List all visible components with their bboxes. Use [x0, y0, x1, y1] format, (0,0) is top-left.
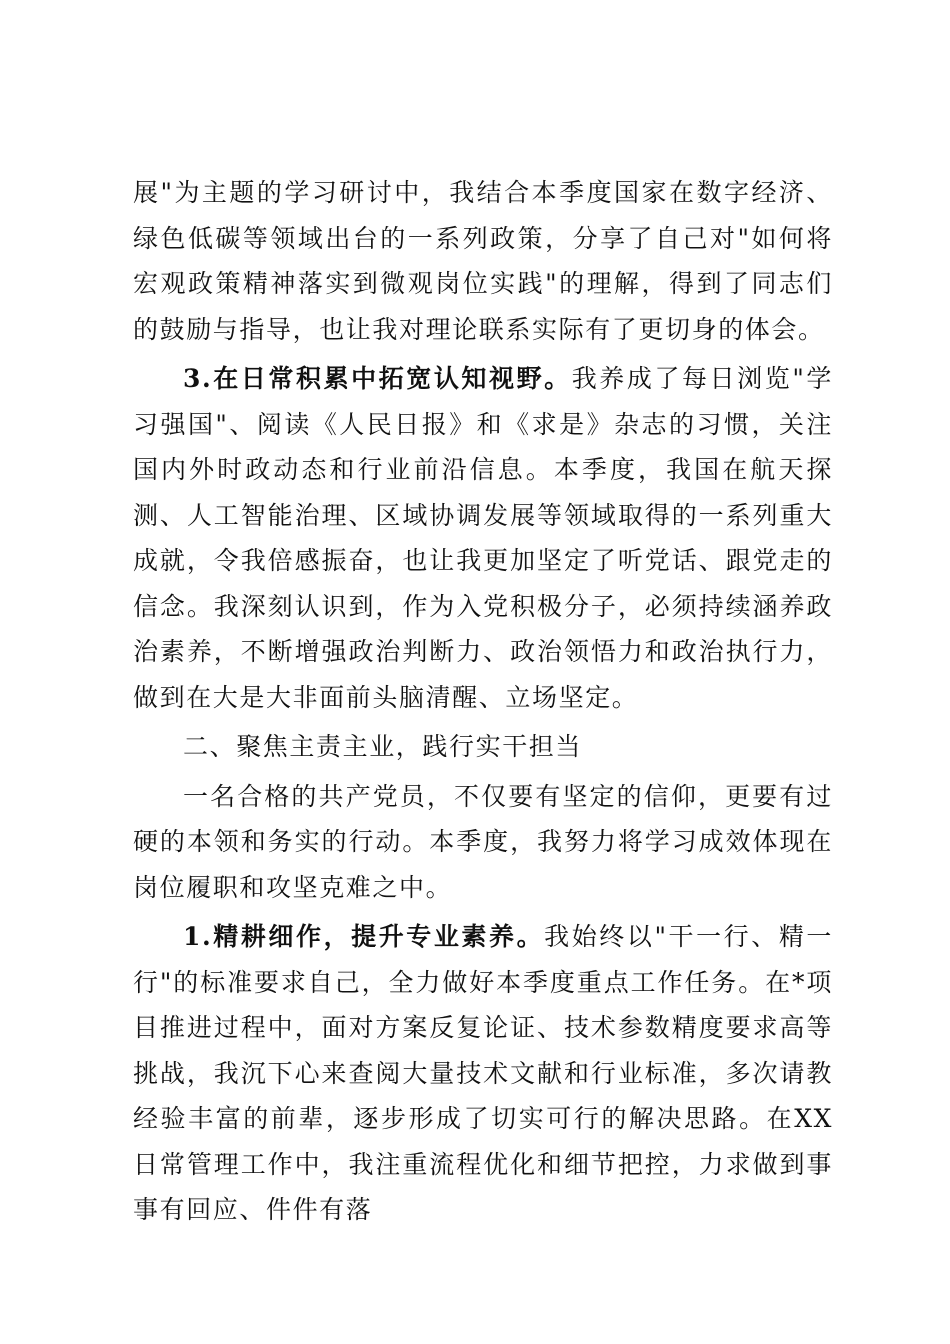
paragraph-professional-skills — [133, 914, 833, 1233]
paragraph-text: 一名合格的共产党员，不仅要有坚定的信仰，更要有过硬的本领和务实的行动。本季度，我努力将学习成效体现在岗位履职和攻坚克难之中。 — [133, 781, 833, 902]
paragraph-text: 我养成了每日浏览"学习强国"、阅读《人民日报》和《求是》杂志的习惯，关注国内外时政动态和行业前沿信息。本季度，我国在航天探测、人工智能治理、区域协调发展等领域取得的一系列重大成就，令我倍感振奋，也让我更加坚定了听党话、跟党走的信念。我深刻认识到，作为入党积极分子，必须持续涵养政治素养，不断增强政治判断力、政治领悟力和政治执行力，做到在大是大非面前头脑清醒、立场坚定。 — [133, 364, 833, 712]
paragraph-lead-heading: 1.精耕细作，提升专业素养。 — [183, 922, 545, 951]
paragraph-continued — [133, 170, 833, 352]
paragraph-lead-heading: 3.在日常积累中拓宽认知视野。 — [183, 364, 572, 393]
paragraph-section-intro — [133, 774, 833, 911]
section-heading-text: 二、聚焦主责主业，践行实干担当 — [183, 732, 583, 761]
paragraph-knowledge-vision — [133, 356, 833, 720]
paragraph-text: 我始终以"干一行、精一行"的标准要求自己，全力做好本季度重点工作任务。在*项目推进过程中，面对方案反复论证、技术参数精度要求高等挑战，我沉下心来查阅大量技术文献和行业标准，多次请教经验丰富的前辈，逐步形成了切实可行的解决思路。在XX日常管理工作中，我注重流程优化和细节把控，力求做到事事有回应、件件有落 — [133, 922, 833, 1224]
section-heading — [133, 724, 833, 770]
document-body — [133, 170, 833, 1233]
paragraph-text: 展"为主题的学习研讨中，我结合本季度国家在数字经济、绿色低碳等领域出台的一系列政策，分享了自己对"如何将宏观政策精神落实到微观岗位实践"的理解，得到了同志们的鼓励与指导，也让我对理论联系实际有了更切身的体会。 — [133, 178, 833, 344]
